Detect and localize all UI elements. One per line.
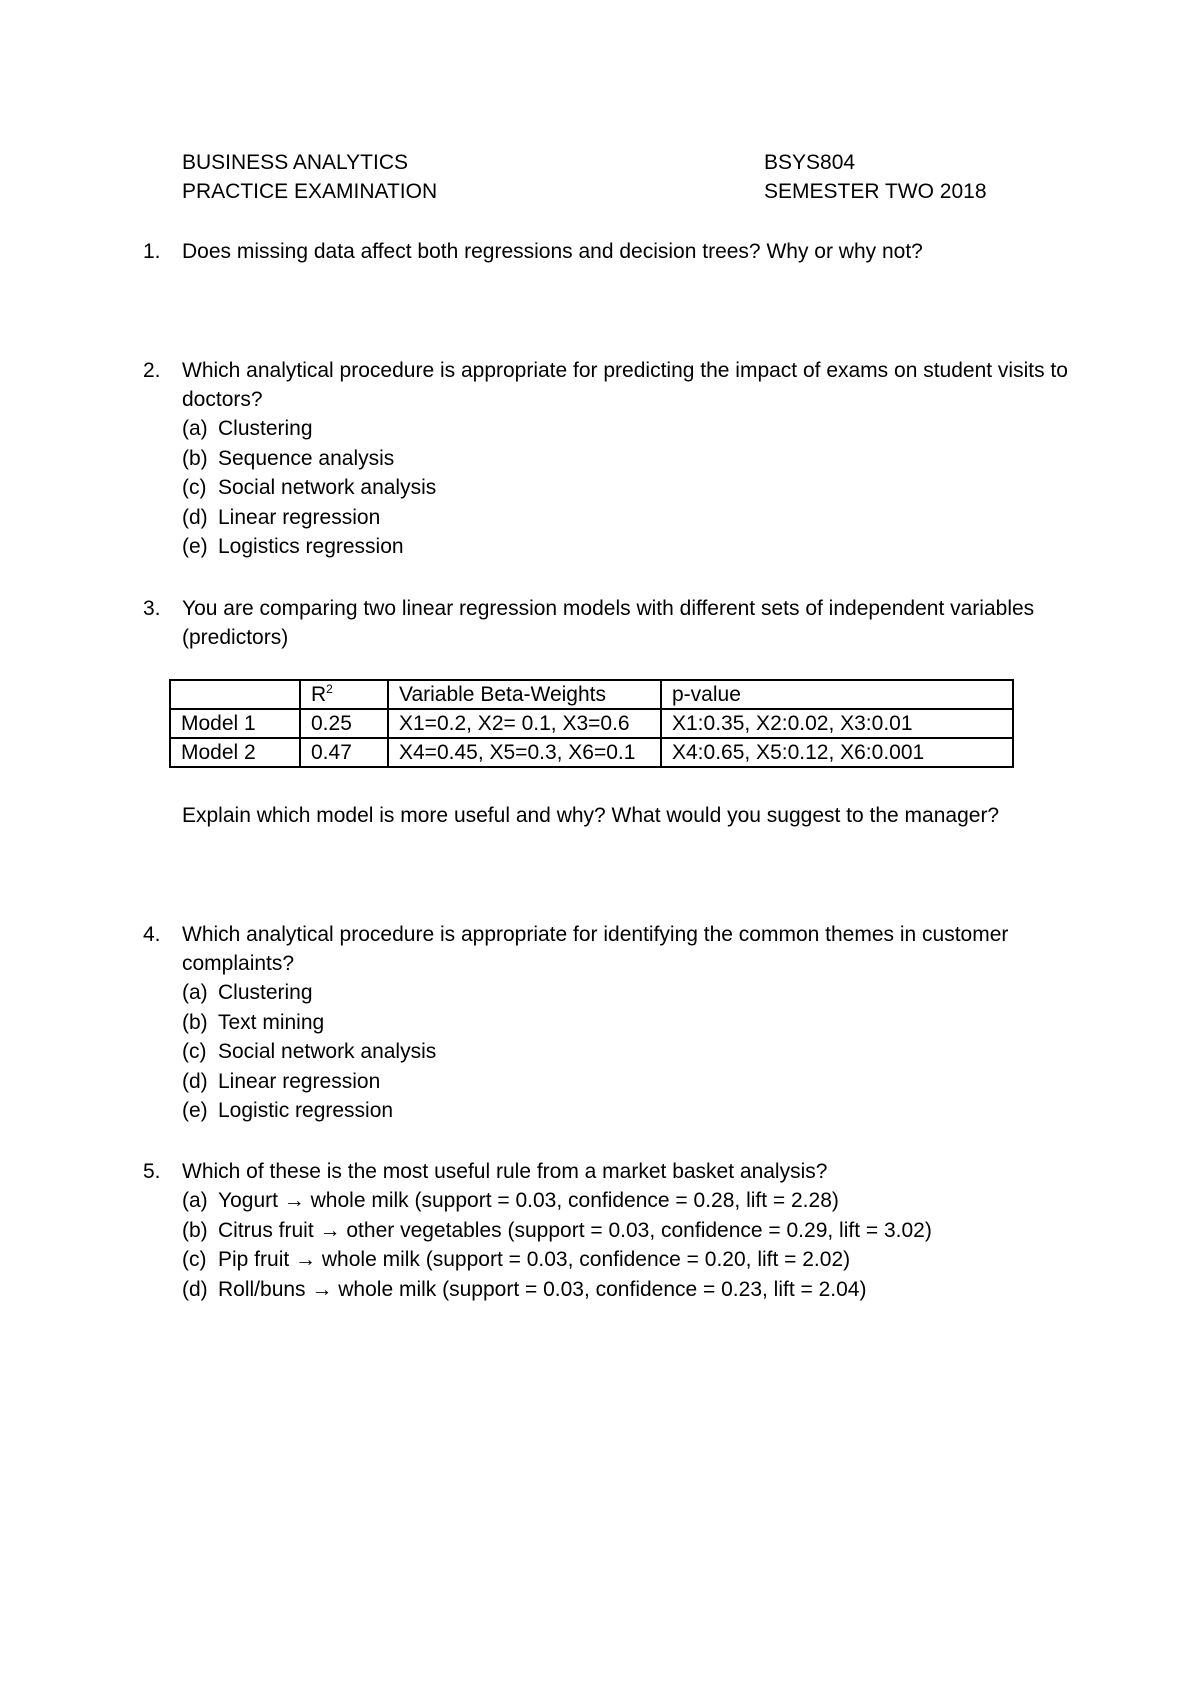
option-letter: (a) (182, 981, 208, 1004)
option-text: Social network analysis (218, 1040, 437, 1063)
table-header-row (170, 680, 1013, 709)
rule-consequent: whole milk (support = 0.03, confidence = 0.20, lift = 2.02) (321, 1248, 851, 1271)
table-cell: X4=0.45, X5=0.3, X6=0.1 (388, 738, 661, 767)
option-letter: (b) (182, 446, 208, 470)
option-letter: (b) (182, 1010, 208, 1034)
table-header-r2 (300, 680, 388, 709)
option-text: Linear regression (218, 1069, 381, 1093)
option-letter: (e) (182, 535, 208, 558)
list-item (182, 503, 1082, 533)
list-item (182, 414, 1082, 444)
list-item (182, 1067, 1082, 1097)
question-2-block (182, 356, 1082, 562)
list-item (182, 1008, 1082, 1038)
option-letter: (a) (182, 1189, 208, 1212)
option-letter: (c) (182, 476, 207, 499)
question-number: 4. (143, 923, 161, 946)
list-item (182, 1275, 1102, 1305)
arrow-icon: → (311, 1277, 333, 1301)
question-4-block (182, 920, 1082, 1126)
option-letter: (d) (182, 1277, 208, 1301)
question-5-block (182, 1157, 1102, 1304)
table-header-cell (170, 680, 300, 709)
table-cell: Model 2 (170, 738, 300, 767)
question-2-text: Which analytical procedure is appropriate for predicting the impact of exams on student visits to doctors? (182, 359, 1068, 411)
list-item (182, 1037, 1082, 1067)
exam-title: PRACTICE EXAMINATION (182, 180, 438, 203)
list-item (182, 1186, 1102, 1216)
rule-antecedent: Pip fruit (218, 1248, 290, 1271)
option-text: Logistics regression (218, 535, 404, 558)
table-cell: X4:0.65, X5:0.12, X6:0.001 (661, 738, 1013, 767)
question-number: 5. (143, 1160, 161, 1183)
table-row (170, 709, 1013, 738)
option-text: Linear regression (218, 505, 381, 529)
rule-antecedent: Citrus fruit (218, 1218, 314, 1242)
option-text: Clustering (218, 417, 313, 440)
rule-antecedent: Yogurt (218, 1189, 278, 1212)
course-code: BSYS804 (764, 151, 856, 174)
table-row (170, 738, 1013, 767)
arrow-icon: → (319, 1218, 341, 1242)
semester-label: SEMESTER TWO 2018 (764, 180, 987, 203)
question-number: 2. (143, 359, 161, 382)
list-item (182, 1245, 1102, 1275)
table-cell: Model 1 (170, 709, 300, 738)
r-squared-superscript: 2 (326, 682, 333, 696)
question-1-text: Does missing data affect both regressions and decision trees? Why or why not? (182, 240, 923, 263)
rule-antecedent: Roll/buns (218, 1277, 306, 1301)
list-item (182, 1096, 1082, 1126)
option-letter: (c) (182, 1248, 207, 1271)
question-number: 1. (143, 240, 161, 263)
option-letter: (e) (182, 1099, 208, 1122)
course-title: BUSINESS ANALYTICS (182, 151, 409, 174)
question-5-text: Which of these is the most useful rule from a market basket analysis? (182, 1160, 828, 1183)
option-letter: (d) (182, 505, 208, 529)
list-item (182, 473, 1082, 503)
option-text: Text mining (218, 1010, 325, 1034)
table-cell: X1:0.35, X2:0.02, X3:0.01 (661, 709, 1013, 738)
option-text: Sequence analysis (218, 446, 395, 470)
list-item (182, 444, 1082, 474)
rule-consequent: other vegetables (support = 0.03, confidence = 0.29, lift = 3.02) (346, 1218, 932, 1242)
table-cell: 0.47 (300, 738, 388, 767)
list-item (182, 1216, 1102, 1246)
header-right (764, 148, 987, 206)
question-3-text: You are comparing two linear regression models with different sets of independent variables (predictors) (182, 597, 1035, 649)
table-cell: 0.25 (300, 709, 388, 738)
r-label: R (311, 683, 327, 706)
option-text: Logistic regression (218, 1099, 394, 1122)
arrow-icon: → (283, 1189, 305, 1212)
list-item (182, 978, 1082, 1008)
question-4-text: Which analytical procedure is appropriate for identifying the common themes in customer complaints? (182, 923, 1009, 975)
table-header-cell: Variable Beta-Weights (388, 680, 661, 709)
table-header-cell: p-value (661, 680, 1013, 709)
rule-consequent: whole milk (support = 0.03, confidence = 0.28, lift = 2.28) (310, 1189, 839, 1212)
header-left (182, 148, 437, 206)
regression-models-table (169, 679, 1014, 768)
option-text: Social network analysis (218, 476, 437, 499)
option-text: Clustering (218, 981, 313, 1004)
arrow-icon: → (295, 1248, 317, 1271)
list-item (182, 532, 1082, 562)
option-letter: (b) (182, 1218, 208, 1242)
option-letter: (a) (182, 417, 208, 440)
question-3-followup: Explain which model is more useful and why? What would you suggest to the manager? (182, 804, 1000, 827)
rule-consequent: whole milk (support = 0.03, confidence = 0.23, lift = 2.04) (338, 1277, 867, 1301)
option-letter: (d) (182, 1069, 208, 1093)
question-number: 3. (143, 597, 161, 620)
option-letter: (c) (182, 1040, 207, 1063)
table-cell: X1=0.2, X2= 0.1, X3=0.6 (388, 709, 661, 738)
